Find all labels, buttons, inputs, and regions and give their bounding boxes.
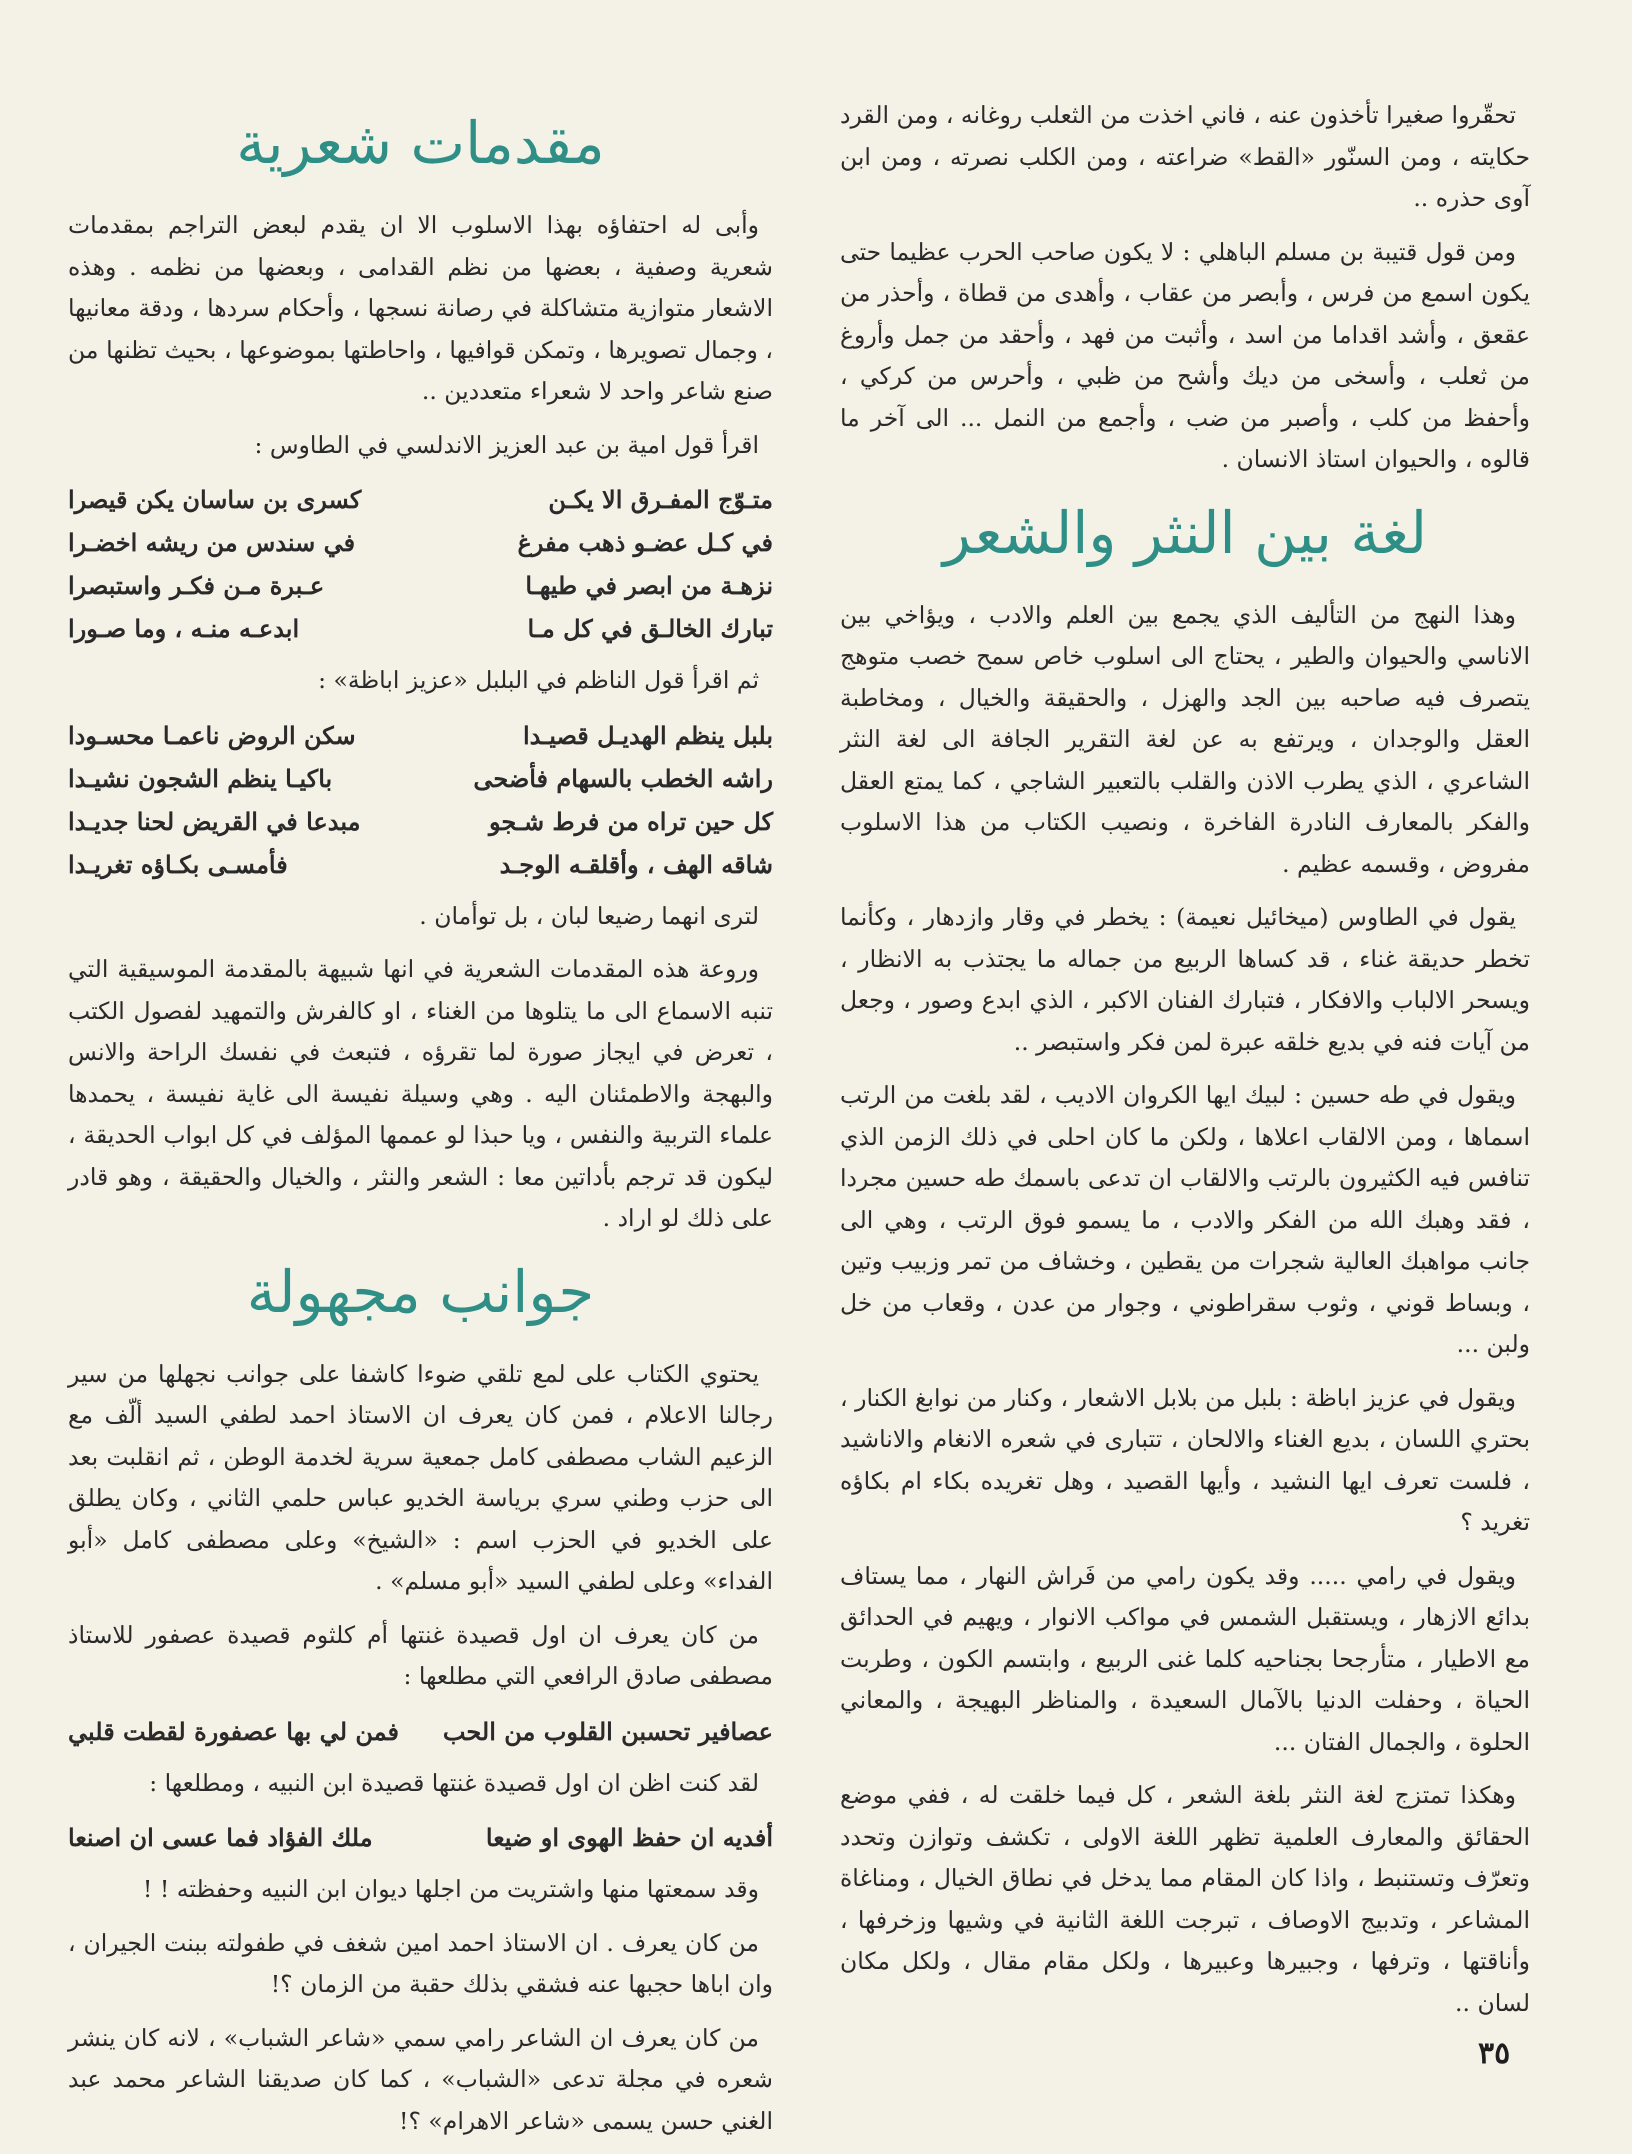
verse-line — [68, 714, 773, 757]
paragraph: ويقول في عزيز اباظة : بلبل من بلابل الاشعار ، وكنار من نوابغ الكنار ، بحتري اللسان ، بديع الغناء والالحان ، تتبارى في شعره الانغام والاناشيد ، فلست تعرف ايها النشيد ، وأيها القصيد ، وهل تغريده بكاء ام بكاؤه تغريد ؟ — [840, 1383, 1530, 1536]
section-title-poetic-intros: مقدمات شعرية — [236, 109, 605, 177]
section-title-prose-poetry: لغة بين النثر والشعر — [942, 498, 1428, 567]
verse-line — [68, 757, 773, 800]
poem-sparrow — [68, 1710, 773, 1753]
verse-hemistich-second: كسرى بن ساسان يكن قيصرا — [68, 485, 362, 514]
paragraph: وقد سمعتها منها واشتريت من اجلها ديوان ابن النبيه وحفظته ! ! — [142, 1875, 759, 1903]
paragraph: ويقول في طه حسين : لبيك ايها الكروان الاديب ، لقد بلغت من الرتب اسماها ، ومن الالقاب اعلاها ، ولكن ما كان احلى في ذلك الزمن الذي تنافس فيه الكثيرون بالرتب والالقاب ان تدعى باسمك طه حسين مجردا ، فقد وهبك الله من الفكر والادب ، ما يسمو فوق الرتب ، وهي الى جانب مواهبك العالية شجرات من يقطين ، وخشاف من تمر وزبيب وتين ، وبساط قوني ، وثوب سقراطوني ، وجوار من عدن ، وقعاب من خل ولبن ... — [840, 1081, 1530, 1358]
poem-nightingale — [68, 714, 773, 886]
verse-hemistich-second: ملك الفؤاد فما عسى ان اصنعا — [68, 1823, 373, 1852]
page-number: ٣٥ — [1478, 2036, 1511, 2071]
verse-hemistich-first: متـوّج المفـرق الا يكـن — [548, 485, 773, 514]
verse-hemistich-first: عصافير تحسبن القلوب من الحب — [442, 1716, 773, 1746]
verse-hemistich-second: فمن لي بها عصفورة لقطت قلبي — [68, 1716, 399, 1746]
verse-hemistich-first: في كـل عضـو ذهب مفرغ — [517, 528, 773, 557]
paragraph: من كان يعرف . ان الاستاذ احمد امين شغف في طفولته ببنت الجيران ، وان اباها حجبها عنه فشقي بذلك حقبة من الزمان ؟! — [68, 1928, 773, 1998]
paragraph: ويقول في رامي ..... وقد يكون رامي من فَراش النهار ، مما يستاف بدائع الازهار ، ويستقبل الشمس في مواكب الانوار ، ويهيم في الحدائق مع الاطيار ، متأرجحا بجناحيه كلما غنى الربيع ، وابتسم الكون ، وطربت الحياة ، وحفلت الدنيا بالآمال السعيدة ، والمناظر البهيجة ، والمعاني الحلوة ، والجمال الفتان ... — [840, 1561, 1530, 1756]
paragraph: اقرأ قول امية بن عبد العزيز الاندلسي في الطاوس : — [254, 430, 759, 459]
paragraph: وهذا النهج من التأليف الذي يجمع بين العلم والادب ، ويؤاخي بين الاناسي والحيوان والطير ، يحتاج الى اسلوب خاص سمح خصب متوهج يتصرف فيه صاحبه بين الجد والهزل ، والحقيقة والخيال ، ومخاطبة العقل والوجدان ، ويرتفع به عن لغة التقرير الجافة الى لغة النثر الشاعري ، الذي يطرب الاذن والقلب بالتعبير الشاجي ، كما يمتع العقل والفكر بالمعارف النادرة الفاخرة ، ونصيب الكتاب من هذا الاسلوب مفروض ، وقسمه عظيم . — [840, 600, 1530, 878]
paragraph: وأبى له احتفاؤه بهذا الاسلوب الا ان يقدم لبعض التراجم بمقدمات شعرية وصفية ، بعضها من نظم القدامى ، وبعضها من نظمه . وهذه الاشعار متوازية متشاكلة في رصانة نسجها ، وأحكام سردها ، ودقة معانيها ، وجمال تصويرها ، وتمكن قوافيها ، واحاطتها بموضوعها ، بحيث تظنها من صنع شاعر واحد لا شعراء متعددين .. — [68, 211, 773, 405]
verse-hemistich-second: ابدعـه منـه ، وما صـورا — [68, 614, 300, 643]
verse-hemistich-first: نزهـة من ابصر في طيهـا — [525, 571, 773, 600]
verse-hemistich-first: كل حين تراه من فرط شـجو — [489, 806, 773, 836]
verse-hemistich-second: عـبرة مـن فكـر واستبصرا — [68, 571, 325, 600]
paragraph: ومن قول قتيبة بن مسلم الباهلي : لا يكون صاحب الحرب عظيما حتى يكون اسمع من فرس ، وأبصر من عقاب ، وأهدى من قطاة ، وأحذر من عقعق ، وأشد اقداما من اسد ، وأثبت من فهد ، وأحقد من جمل وأروغ من ثعلب ، وأسخى من ديك وأشح من ظبي ، وأحرس من كركي ، وأحفظ من كلب ، وأصبر من ضب ، وأجمع من النمل ... الى آخر ما قالوه ، والحيوان استاذ الانسان . — [840, 237, 1530, 473]
section-title-unknown-aspects: جوانب مجهولة — [246, 1257, 595, 1326]
verse-line — [68, 843, 773, 886]
verse-hemistich-second: مبدعا في القريض لحنا جديـدا — [68, 806, 361, 836]
paragraph: لترى انهما رضيعا لبان ، بل توأمان . — [419, 901, 759, 930]
paragraph: وروعة هذه المقدمات الشعرية في انها شبيهة بالمقدمة الموسيقية التي تنبه الاسماع الى ما يتلوها من الغناء ، او كالفرش والتمهيد لفصول الكتب ، تعرض في ايجاز صورة لما تقرؤه ، فتبعث في نفسك الراحة والانس والبهجة والاطمئنان اليه . وهي وسيلة نفيسة الى غاية نفيسة ، يحمدها علماء التربية والنفس ، ويا حبذا لو عممها المؤلف في كل ابواب الحديقة ، ليكون قد ترجم بأداتين معا : الشعر والنثر ، والخيال والحقيقة ، وهو قادر على ذلك لو اراد . — [68, 955, 773, 1232]
paragraph: تحقّروا صغيرا تأخذون عنه ، فاني اخذت من الثعلب روغانه ، ومن القرد حكايته ، ومن السنّور «القط» ضراعته ، ومن الكلب نصرته ، ومن ابن آوى حذره .. — [840, 101, 1530, 212]
verse-hemistich-first: تبارك الخالـق في كل مـا — [527, 614, 773, 643]
paragraph: لقد كنت اظن ان اول قصيدة غنتها قصيدة ابن النبيه ، ومطلعها : — [149, 1768, 759, 1797]
paragraph: من كان يعرف ان اول قصيدة غنتها أم كلثوم قصيدة عصفور للاستاذ مصطفى صادق الرافعي التي مطلعها : — [68, 1620, 773, 1690]
verse-line — [68, 1710, 773, 1753]
verse-line — [68, 521, 773, 564]
paragraph: ثم اقرأ قول الناظم في البلبل «عزيز اباظة» : — [318, 666, 759, 694]
verse-hemistich-first: راشه الخطب بالسهام فأضحى — [473, 763, 773, 793]
verse-hemistich-second: باكيـا ينظم الشجون نشيـدا — [68, 763, 333, 793]
poem-peacock — [68, 478, 773, 650]
verse-hemistich-second: في سندس من ريشه اخضـرا — [68, 528, 356, 557]
poem-ibn-nabih — [68, 1816, 773, 1859]
paragraph: من كان يعرف ان الشاعر رامي سمي «شاعر الشباب» ، لانه كان ينشر شعره في مجلة تدعى «الشباب» ، كما كان صديقنا الشاعر محمد عبد الغني حسن يسمى «شاعر الاهرام» ؟! — [68, 2023, 773, 2135]
paragraph: يقول في الطاوس (ميخائيل نعيمة) : يخطر في وقار وازدهار ، وكأنما تخطر حديقة غناء ، قد كساها الربيع من جماله ما يجتذب به الانظار ، ويسحر الالباب والافكار ، فتبارك الفنان الاكبر ، الذي ابدع وصور ، وجعل من آيات فنه في بديع خلقه عبرة لمن فكر واستبصر .. — [840, 903, 1530, 1056]
verse-hemistich-first: بلبل ينظم الهديـل قصيـدا — [522, 720, 773, 750]
paragraph: يحتوي الكتاب على لمع تلقي ضوءا كاشفا على جوانب نجهلها من سير رجالنا الاعلام ، فمن كان يعرف ان الاستاذ احمد لطفي السيد ألّف مع الزعيم الشاب مصطفى كامل جمعية سرية لخدمة الوطن ، ثم انقلبت بعد الى حزب وطني سري برياسة الخديو عباس حلمي الثاني ، وكان يطلق على الخديو في الحزب اسم : «الشيخ» وعلى مصطفى كامل «أبو الفداء» وعلى لطفي السيد «أبو مسلم» . — [68, 1359, 773, 1595]
paragraph: وهكذا تمتزج لغة النثر بلغة الشعر ، كل فيما خلقت له ، ففي موضع الحقائق والمعارف العلمية تظهر اللغة الاولى ، تكشف وتوازن وتحدد وتعرّف وتستنبط ، واذا كان المقام مما يدخل في نطاق الخيال ، ومناغاة المشاعر ، وتدبيج الاوصاف ، تبرجت اللغة الثانية في وشيها وزخرفها ، وأناقتها ، وترفها ، وجبيرها وعبيرها ، ولكل مقام مقال ، ولكل مكان لسان .. — [840, 1781, 1530, 2017]
verse-line — [68, 800, 773, 843]
verse-hemistich-first: أفديه ان حفظ الهوى او ضيعا — [485, 1823, 773, 1852]
verse-hemistich-second: فأمسـى بكـاؤه تغريـدا — [68, 849, 288, 879]
verse-line — [68, 478, 773, 521]
verse-line — [68, 1816, 773, 1859]
verse-hemistich-second: سكن الروض ناعمـا محسـودا — [68, 720, 356, 750]
left-column — [68, 95, 773, 2154]
right-column — [840, 95, 1530, 2036]
verse-hemistich-first: شاقه الهف ، وأقلقـه الوجـد — [499, 849, 773, 879]
verse-line — [68, 607, 773, 650]
verse-line — [68, 564, 773, 607]
